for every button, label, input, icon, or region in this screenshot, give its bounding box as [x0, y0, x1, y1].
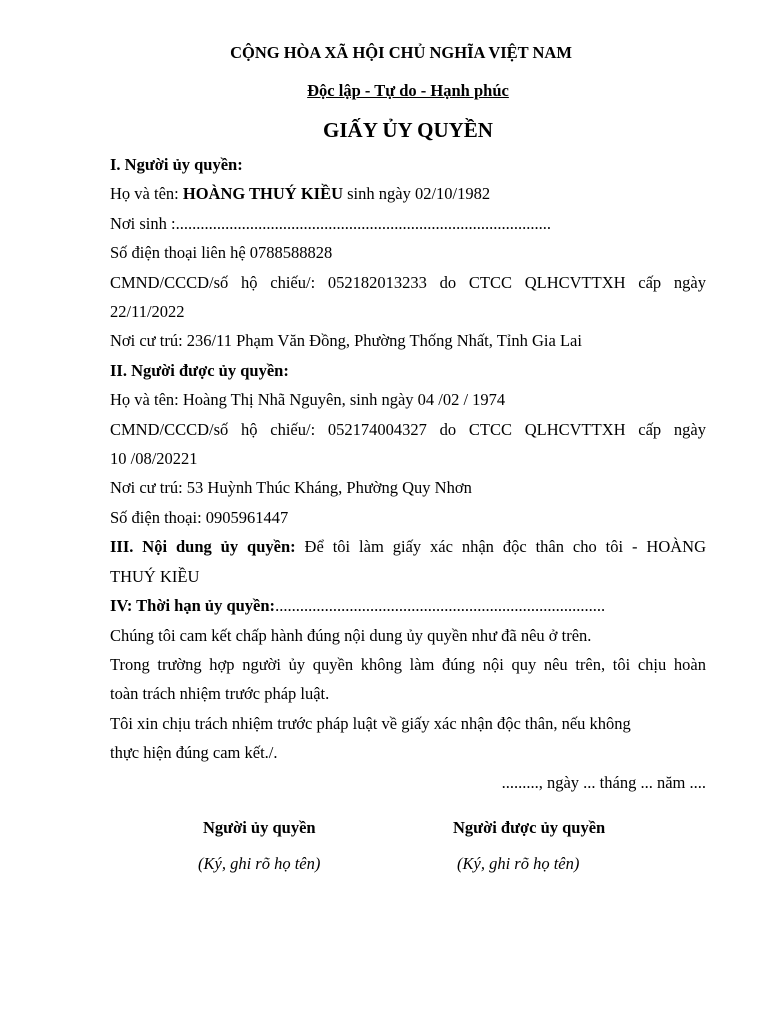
- principal-residence: Nơi cư trú: 236/11 Phạm Văn Đồng, Phường Thống Nhất, Tỉnh Gia Lai: [110, 331, 582, 351]
- agent-signature-hint: (Ký, ghi rõ họ tên): [457, 853, 580, 873]
- commitment-paragraph-3-line2: thực hiện đúng cam kết./.: [110, 743, 278, 763]
- commitment-paragraph-3-line1: Tôi xin chịu trách nhiệm trước pháp luật về giấy xác nhận độc thân, nếu không: [110, 713, 631, 733]
- section3-content-line1: [110, 532, 706, 561]
- document-page: [110, 40, 706, 881]
- commitment-paragraph-2-line2: toàn trách nhiệm trước pháp luật.: [110, 684, 330, 704]
- date-line: ........., ngày ... tháng ... năm ....: [501, 772, 706, 792]
- agent-id-line2: 10 /08/20221: [110, 449, 198, 469]
- principal-phone: Số điện thoại liên hệ 0788588828: [110, 243, 333, 263]
- agent-phone: Số điện thoại: 0905961447: [110, 507, 289, 527]
- section4-line: [110, 591, 706, 620]
- section4-dots: ................................................................................: [275, 596, 606, 616]
- principal-id-line2: 22/11/2022: [110, 302, 185, 322]
- principal-birthdate: sinh ngày 02/10/1982: [343, 184, 491, 204]
- nation-heading: CỘNG HÒA XÃ HỘI CHỦ NGHĨA VIỆT NAM: [230, 43, 572, 62]
- commitment-paragraph-1: Chúng tôi cam kết chấp hành đúng nội dung ủy quyền như đã nêu ở trên.: [110, 625, 592, 645]
- motto-heading: Độc lập - Tự do - Hạnh phúc: [307, 81, 509, 100]
- agent-residence: Nơi cư trú: 53 Huỳnh Thúc Kháng, Phường Quy Nhơn: [110, 478, 472, 498]
- document-title: GIẤY ỦY QUYỀN: [323, 118, 493, 142]
- section3-heading: III. Nội dung ủy quyền:: [110, 537, 296, 557]
- section1-heading: I. Người ủy quyền:: [110, 155, 243, 174]
- agent-name: Họ và tên: Hoàng Thị Nhã Nguyên, sinh ngày 04 /02 / 1974: [110, 390, 506, 410]
- principal-signature-title: Người ủy quyền: [203, 817, 316, 837]
- principal-name: HOÀNG THUÝ KIỀU: [182, 184, 343, 204]
- commitment-paragraph-2-line1: Trong trường hợp người ủy quyền không làm đúng nội quy nêu trên, tôi chịu hoàn: [110, 654, 706, 674]
- section3-content-line2: THUÝ KIỀU: [110, 566, 200, 586]
- signature-titles-row: [110, 805, 706, 845]
- principal-birthplace: Nơi sinh :...........................................................................................: [110, 213, 551, 233]
- section3-content-start: Để tôi làm giấy xác nhận độc thân cho tôi - HOÀNG: [295, 537, 706, 557]
- principal-name-prefix: Họ và tên:: [110, 184, 183, 204]
- principal-name-line: [110, 179, 706, 208]
- section4-heading: IV: Thời hạn ủy quyền:: [110, 596, 276, 616]
- signature-hints-row: [110, 845, 706, 881]
- agent-id-line1: CMND/CCCD/số hộ chiếu/: 052174004327 do CTCC QLHCVTTXH cấp ngày: [110, 419, 706, 439]
- section2-heading: II. Người được ủy quyền:: [110, 360, 289, 380]
- principal-signature-hint: (Ký, ghi rõ họ tên): [198, 853, 321, 873]
- agent-signature-title: Người được ủy quyền: [453, 817, 606, 837]
- principal-id-line1: CMND/CCCD/số hộ chiếu/: 052182013233 do CTCC QLHCVTTXH cấp ngày: [110, 272, 706, 292]
